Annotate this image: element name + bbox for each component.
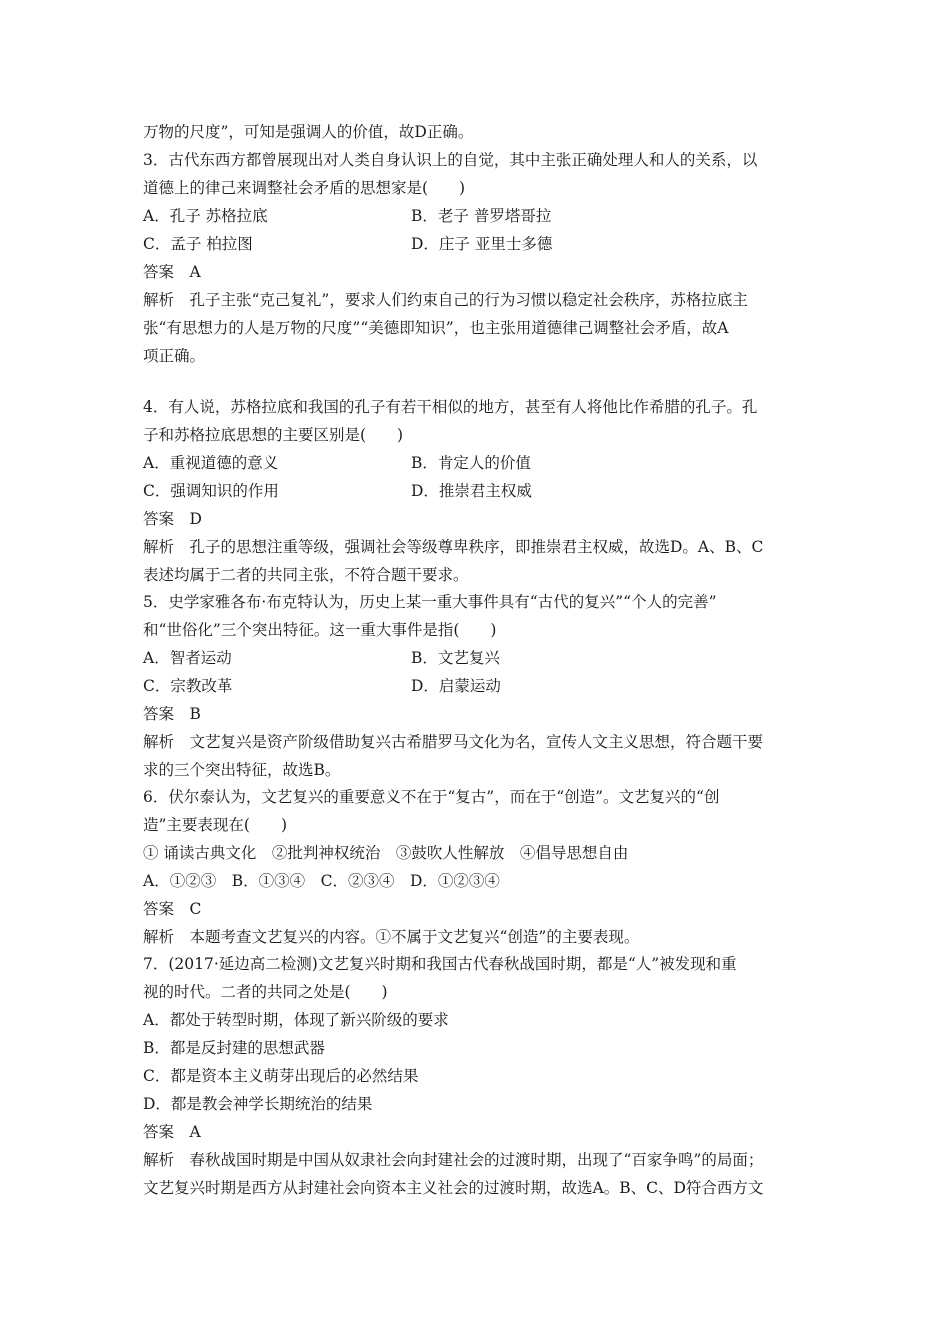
q3-options-row-1 — [143, 206, 823, 226]
q6-analysis-line-1: 解析 本题考查文艺复兴的内容。①不属于文艺复兴“创造”的主要表现。 — [143, 928, 640, 946]
q4-answer: 答案 D — [143, 510, 202, 528]
q7-analysis-line-1: 解析 春秋战国时期是中国从奴隶社会向封建社会的过渡时期，出现了“百家争鸣”的局面； — [143, 1151, 764, 1169]
q7-stem-line-1: 7．(2017·延边高二检测)文艺复兴时期和我国古代春秋战国时期，都是“人”被发现和重 — [143, 955, 737, 973]
q5-analysis-line-1: 解析 文艺复兴是资产阶级借助复兴古希腊罗马文化为名，宣传人文主义思想，符合题干要 — [143, 733, 764, 751]
q5-answer: 答案 B — [143, 705, 201, 723]
q4-option-b: B．肯定人的价值 — [411, 454, 531, 472]
q7-stem-line-2: 视的时代。二者的共同之处是( ) — [143, 983, 388, 1001]
q7-option-d: D．都是教会神学长期统治的结果 — [143, 1095, 373, 1113]
q7-answer: 答案 A — [143, 1123, 201, 1141]
q3-options-row-2 — [143, 234, 823, 254]
q7-option-a: A．都处于转型时期，体现了新兴阶级的要求 — [143, 1011, 449, 1029]
q5-option-b: B．文艺复兴 — [411, 649, 500, 667]
q3-option-b: B．老子 普罗塔哥拉 — [411, 207, 552, 225]
q3-answer: 答案 A — [143, 263, 201, 281]
q3-option-c: C．孟子 柏拉图 — [143, 235, 253, 253]
q4-options-row-1 — [143, 453, 823, 473]
q3-option-d: D．庄子 亚里士多德 — [411, 235, 553, 253]
q4-stem-line-2: 子和苏格拉底思想的主要区别是( ) — [143, 426, 404, 444]
q3-analysis-line-1: 解析 孔子主张“克己复礼”，要求人们约束自己的行为习惯以稳定社会秩序，苏格拉底主 — [143, 291, 748, 309]
q5-options-row-2 — [143, 676, 823, 696]
q6-options: A．①②③ B．①③④ C．②③④ D．①②③④ — [143, 872, 500, 890]
q7-analysis-line-2: 文艺复兴时期是西方从封建社会向资本主义社会的过渡时期，故选A。B、C、D符合西方文 — [143, 1179, 764, 1197]
q7-option-c: C．都是资本主义萌芽出现后的必然结果 — [143, 1067, 419, 1085]
q6-stem-line-2: 造”主要表现在( ) — [143, 816, 288, 834]
q3-stem-line-1: 3．古代东西方都曾展现出对人类自身认识上的自觉，其中主张正确处理人和人的关系，以 — [143, 151, 758, 169]
q5-analysis-line-2: 求的三个突出特征，故选B。 — [143, 761, 341, 779]
q3-analysis-line-2: 张“有思想力的人是万物的尺度”“美德即知识”，也主张用道德律己调整社会矛盾，故A — [143, 319, 729, 337]
q5-stem-line-1: 5．史学家雅各布·布克特认为，历史上某一重大事件具有“古代的复兴”“个人的完善” — [143, 593, 717, 611]
q4-option-c: C．强调知识的作用 — [143, 482, 279, 500]
q4-option-d: D．推崇君主权威 — [411, 482, 532, 500]
q4-option-a: A．重视道德的意义 — [143, 454, 279, 472]
intro-text: 万物的尺度”，可知是强调人的价值，故D正确。 — [143, 123, 474, 141]
q4-analysis-line-1: 解析 孔子的思想注重等级，强调社会等级尊卑秩序，即推崇君主权威，故选D。A、B、C — [143, 538, 764, 556]
q3-stem-line-2: 道德上的律己来调整社会矛盾的思想家是( ) — [143, 179, 466, 197]
q3-option-a: A．孔子 苏格拉底 — [143, 207, 268, 225]
q6-items: ① 诵读古典文化 ②批判神权统治 ③鼓吹人性解放 ④倡导思想自由 — [143, 844, 629, 862]
q5-option-c: C．宗教改革 — [143, 677, 233, 695]
q4-analysis-line-2: 表述均属于二者的共同主张，不符合题干要求。 — [143, 566, 469, 584]
q3-analysis-line-3: 项正确。 — [143, 347, 206, 365]
q5-option-d: D．启蒙运动 — [411, 677, 501, 695]
q6-stem-line-1: 6．伏尔泰认为，文艺复兴的重要意义不在于“复古”，而在于“创造”。文艺复兴的“创 — [143, 788, 720, 806]
q5-stem-line-2: 和“世俗化”三个突出特征。这一重大事件是指( ) — [143, 621, 497, 639]
q4-stem-line-1: 4．有人说，苏格拉底和我国的孔子有若干相似的地方，甚至有人将他比作希腊的孔子。孔 — [143, 398, 758, 416]
q7-option-b: B．都是反封建的思想武器 — [143, 1039, 325, 1057]
q5-options-row-1 — [143, 648, 823, 668]
q4-options-row-2 — [143, 481, 823, 501]
q5-option-a: A．智者运动 — [143, 649, 232, 667]
q6-answer: 答案 C — [143, 900, 202, 918]
